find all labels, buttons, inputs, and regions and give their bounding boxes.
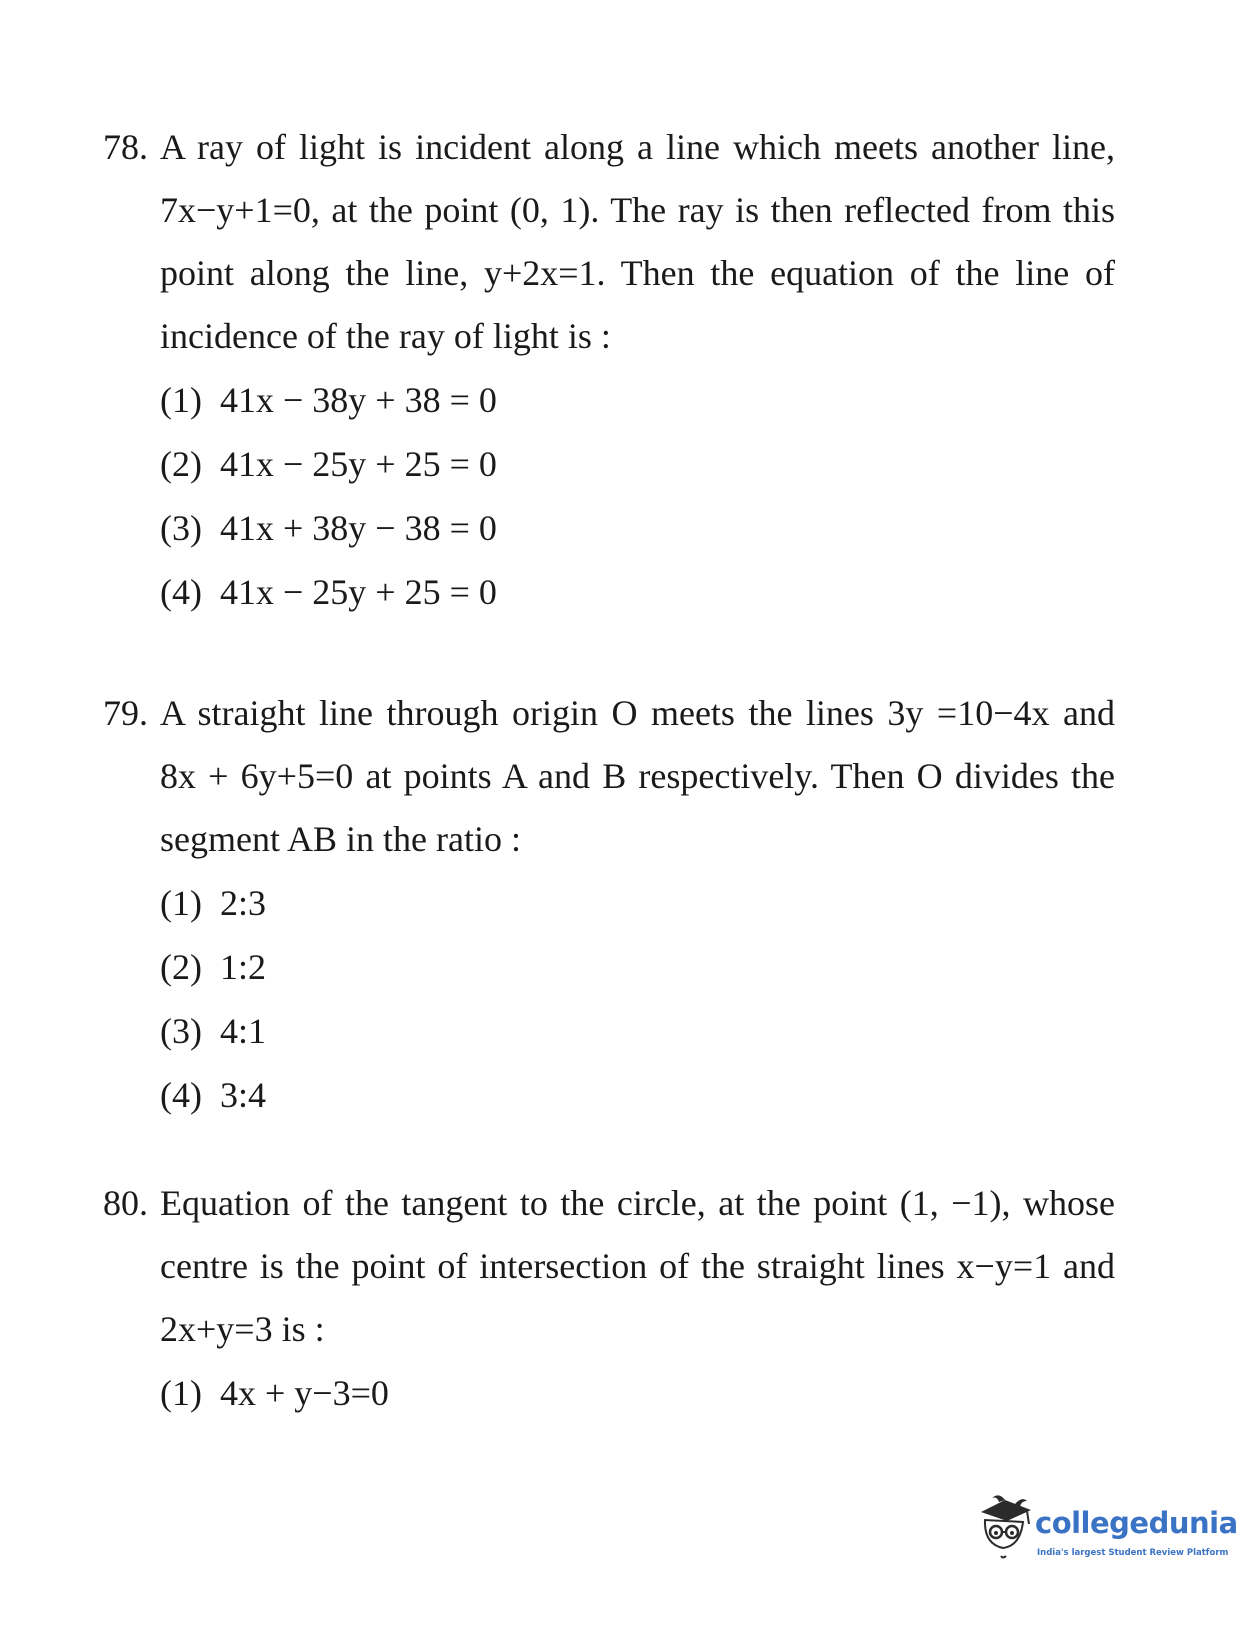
question-text: 2x+y=3 is : xyxy=(160,1309,325,1349)
question-text: A ray of light is incident along a line which meets another line, xyxy=(160,127,1115,167)
option-text: 4:1 xyxy=(220,1011,267,1051)
question-text: 8x + 6y+5=0 at points A and B respectively. Then O divides the xyxy=(160,756,1115,796)
collegedunia-logo xyxy=(975,1490,1238,1570)
question-text: segment AB in the ratio : xyxy=(160,819,521,859)
option-text: 41x − 38y + 38 = 0 xyxy=(220,380,497,420)
option-number: (2) xyxy=(160,444,202,484)
option-text: 3:4 xyxy=(220,1075,267,1115)
option-text: 4x + y−3=0 xyxy=(220,1373,389,1413)
option-2 xyxy=(103,935,1115,999)
question-text: Equation of the tangent to the circle, at the point (1, −1), whose xyxy=(160,1183,1115,1223)
question-text: A straight line through origin O meets the lines 3y =10−4x and xyxy=(160,693,1115,733)
option-1 xyxy=(103,871,1115,935)
option-number: (3) xyxy=(160,508,202,548)
option-text: 41x − 25y + 25 = 0 xyxy=(220,572,497,612)
mascot-icon xyxy=(975,1490,1033,1570)
option-text: 41x − 25y + 25 = 0 xyxy=(220,444,497,484)
option-number: (3) xyxy=(160,1011,202,1051)
option-number: (1) xyxy=(160,380,202,420)
question-number: 80. xyxy=(103,1183,148,1223)
question-number: 79. xyxy=(103,693,148,733)
question-text: centre is the point of intersection of the straight lines x−y=1 and xyxy=(160,1246,1115,1286)
question-text: point along the line, y+2x=1. Then the equation of the line of xyxy=(160,253,1115,293)
brand-name: collegedunia xyxy=(1035,1506,1238,1540)
option-3 xyxy=(103,999,1115,1063)
question-80 xyxy=(103,1172,1115,1425)
option-number: (4) xyxy=(160,1075,202,1115)
option-1 xyxy=(103,368,1115,432)
option-4 xyxy=(103,560,1115,624)
brand-tagline: India's largest Student Review Platform xyxy=(1037,1548,1229,1558)
question-79 xyxy=(103,682,1115,1127)
option-text: 2:3 xyxy=(220,883,267,923)
option-3 xyxy=(103,496,1115,560)
option-number: (4) xyxy=(160,572,202,612)
question-line xyxy=(103,682,1115,745)
question-line xyxy=(103,1172,1115,1235)
option-2 xyxy=(103,432,1115,496)
option-number: (1) xyxy=(160,1373,202,1413)
option-text: 41x + 38y − 38 = 0 xyxy=(220,508,497,548)
question-78 xyxy=(103,116,1115,624)
question-number: 78. xyxy=(103,127,148,167)
question-line xyxy=(103,116,1115,179)
question-text: incidence of the ray of light is : xyxy=(160,316,611,356)
option-number: (1) xyxy=(160,883,202,923)
option-text: 1:2 xyxy=(220,947,267,987)
option-1 xyxy=(103,1361,1115,1425)
option-4 xyxy=(103,1063,1115,1127)
question-text: 7x−y+1=0, at the point (0, 1). The ray is then reflected from this xyxy=(160,190,1115,230)
option-number: (2) xyxy=(160,947,202,987)
